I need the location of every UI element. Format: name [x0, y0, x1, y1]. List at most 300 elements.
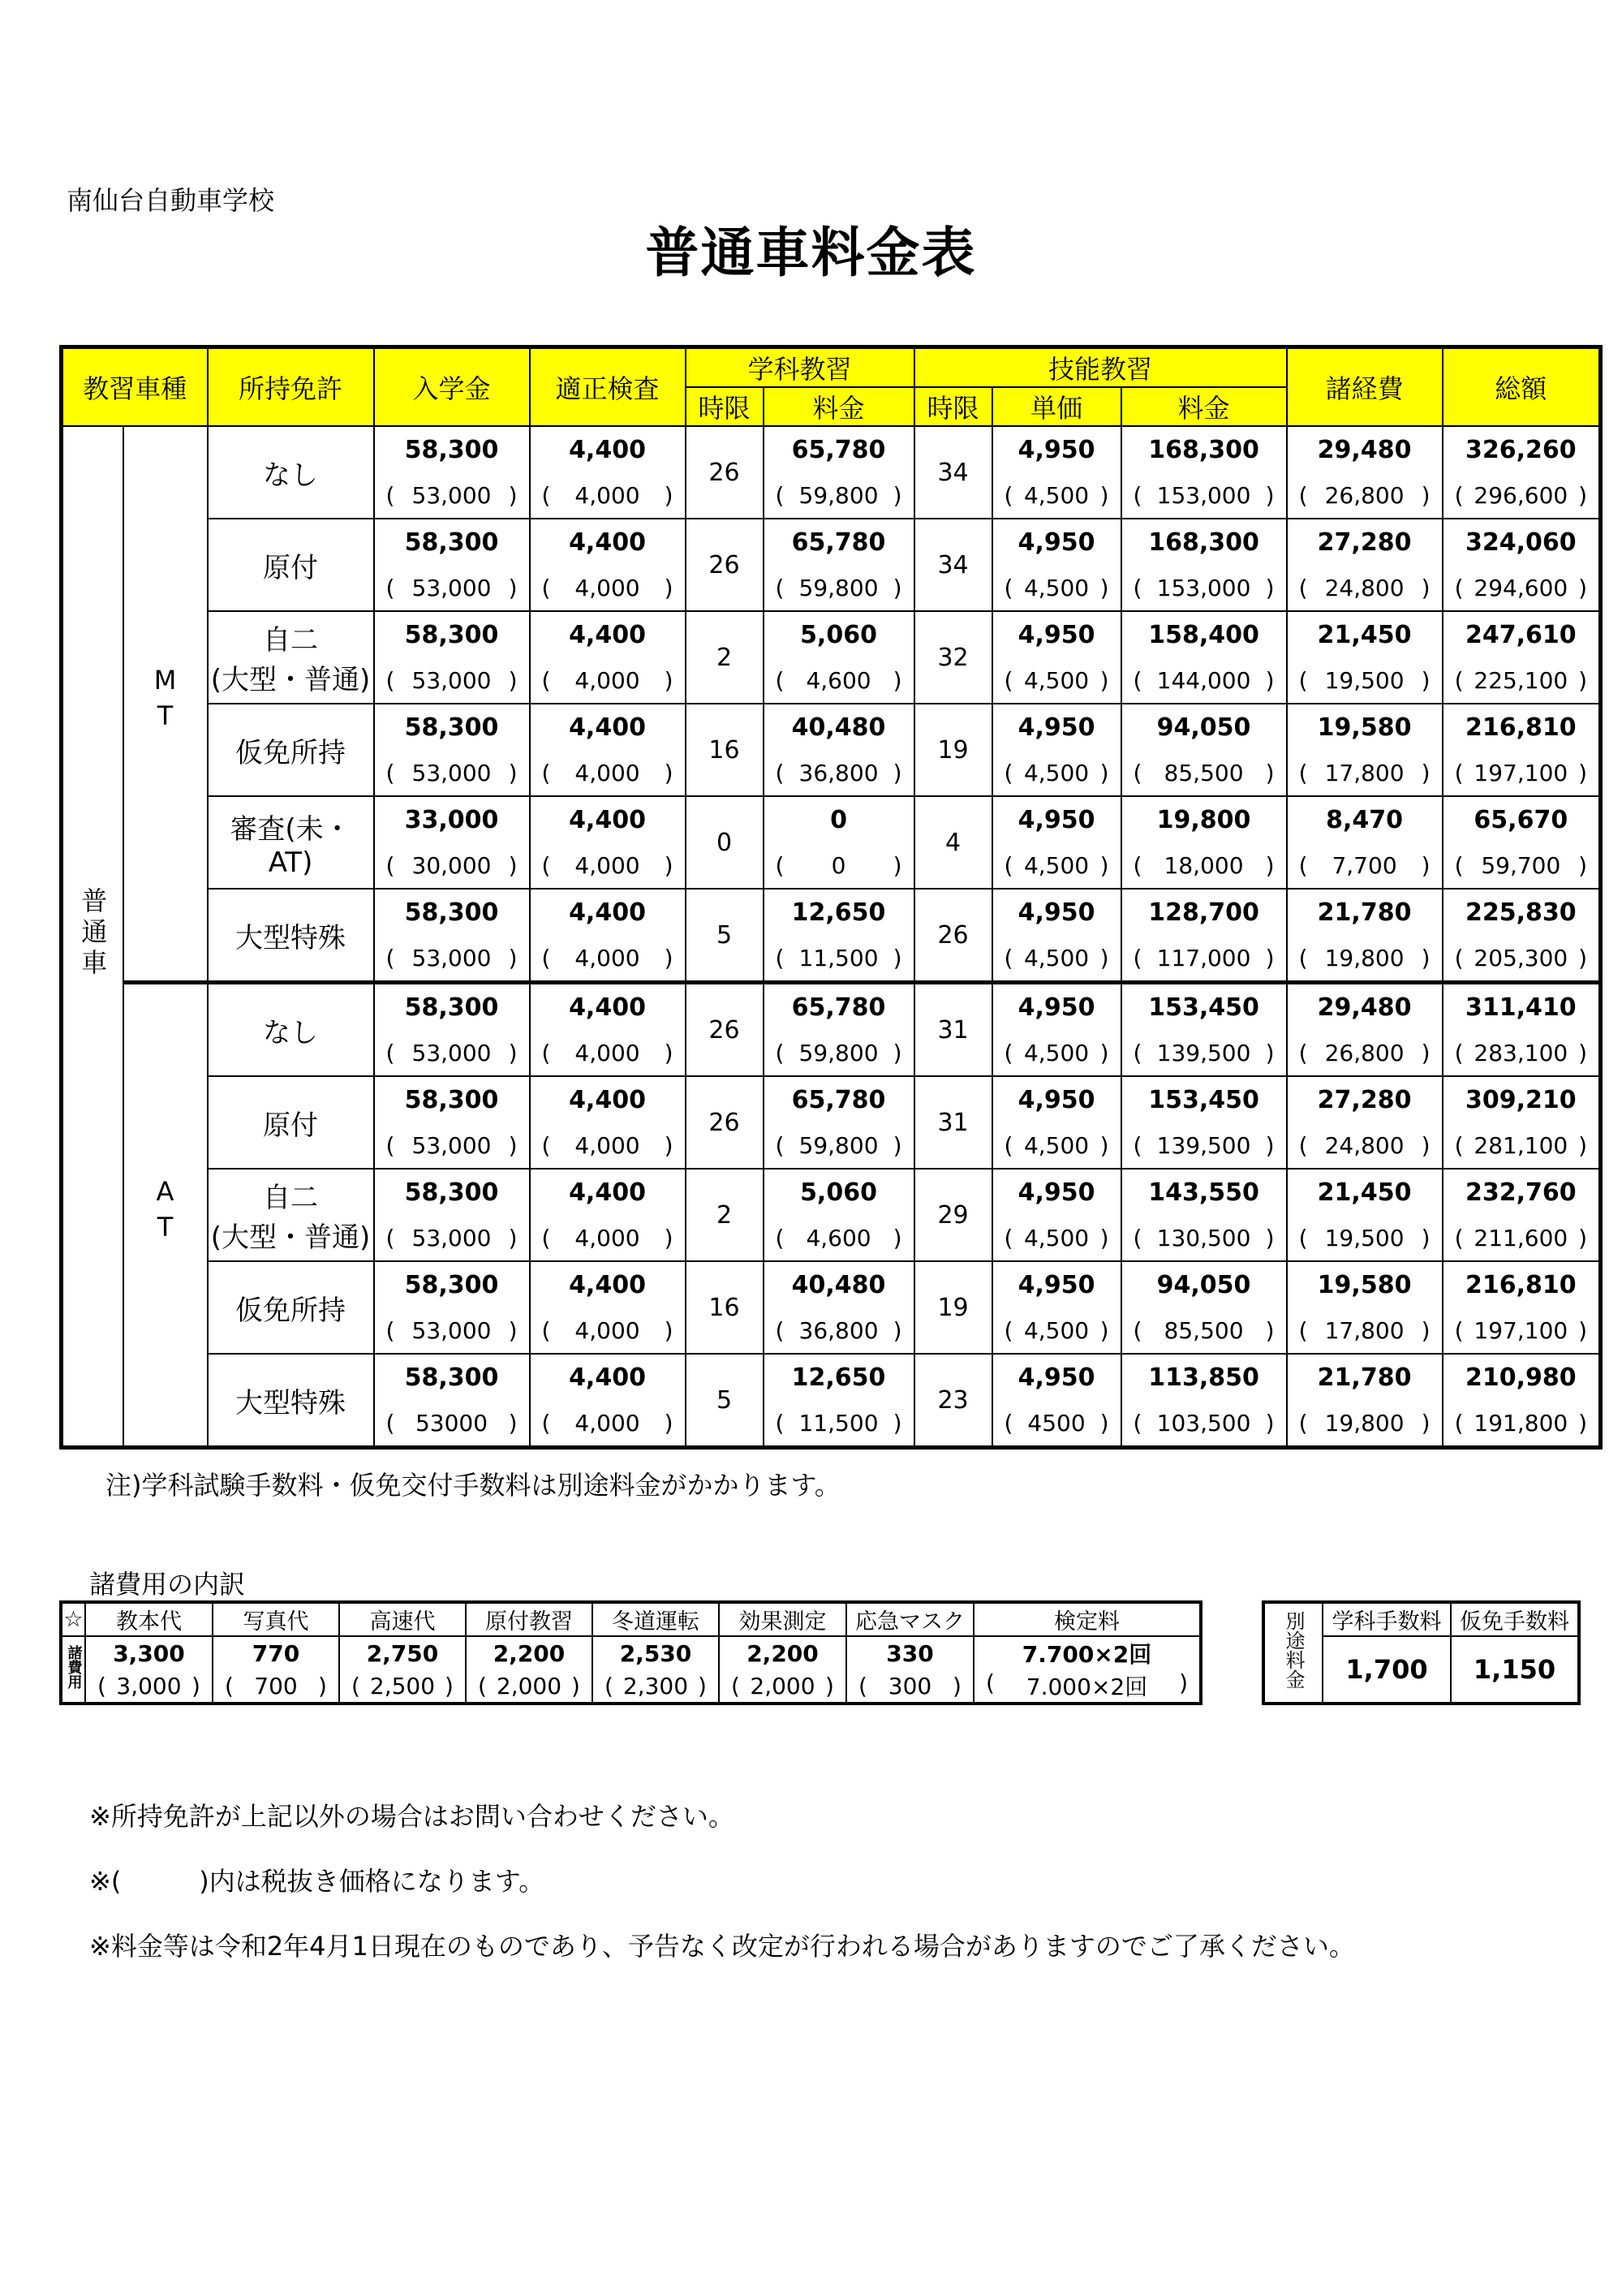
license-label: 仮免所持 [208, 1261, 374, 1354]
skill-unit-price: 4,950 [992, 889, 1121, 935]
table-row [62, 704, 1601, 750]
admission-fee: 58,300 [374, 889, 530, 935]
total-excl [1443, 1122, 1601, 1169]
admission-fee-excl-value: ( 53000 ) [385, 1409, 518, 1437]
total-excl [1443, 750, 1601, 796]
academic-fee-excl [764, 1400, 914, 1448]
skill-unit-price-excl-value: ( 4,500 ) [1004, 574, 1109, 601]
academic-hours: 2 [686, 611, 764, 704]
breakdown-item-label: 検定料 [974, 1602, 1201, 1636]
skill-hours: 32 [914, 611, 992, 704]
skill-hours: 19 [914, 704, 992, 796]
admission-fee-excl [374, 1307, 530, 1354]
academic-fee-excl [764, 1122, 914, 1169]
total-excl [1443, 935, 1601, 983]
breakdown-excl-row [61, 1669, 1201, 1704]
breakdown-item-excl: ( 2,300 ) [592, 1669, 719, 1704]
expenses-excl-value: ( 19,800 ) [1298, 1409, 1431, 1437]
breakdown-item-label: 原付教習 [466, 1602, 592, 1636]
academic-fee-excl [764, 750, 914, 796]
skill-fee-excl [1121, 750, 1287, 796]
admission-fee-excl [374, 842, 530, 889]
note: 注)学科試験手数料・仮免交付手数料は別途料金がかかります。 [105, 1470, 841, 1501]
skill-fee-excl [1121, 657, 1287, 704]
aptitude-fee-excl-value: ( 4,000 ) [541, 944, 673, 971]
total: 311,410 [1443, 983, 1601, 1031]
expenses-excl [1287, 1307, 1443, 1354]
total-excl-value: ( 197,100 ) [1454, 1316, 1588, 1344]
academic-hours: 0 [686, 796, 764, 889]
aptitude-fee-excl [530, 1307, 686, 1354]
aptitude-fee-excl-value: ( 4,000 ) [541, 1409, 673, 1437]
aptitude-fee-excl-value: ( 4,000 ) [541, 1131, 673, 1159]
academic-fee: 5,060 [764, 611, 914, 657]
header-vehicle: 教習車種 [62, 347, 208, 427]
skill-unit-price-excl-value: ( 4,500 ) [1004, 759, 1109, 786]
admission-fee-excl [374, 657, 530, 704]
aptitude-fee: 4,400 [530, 519, 686, 565]
aptitude-fee-excl [530, 472, 686, 519]
header-expenses: 諸経費 [1287, 347, 1443, 427]
breakdown-table [59, 1600, 1203, 1705]
separate-side-label: 別途料金 [1263, 1602, 1323, 1704]
skill-fee-excl-value: ( 153,000 ) [1133, 574, 1275, 601]
aptitude-fee-excl [530, 1030, 686, 1076]
separate-item-label: 仮免手数料 [1451, 1602, 1579, 1636]
expenses-excl-value: ( 17,800 ) [1298, 759, 1431, 786]
license-label: 仮免所持 [208, 704, 374, 796]
expenses: 19,580 [1287, 1261, 1443, 1307]
academic-fee-excl [764, 472, 914, 519]
breakdown-item-label: 効果測定 [719, 1602, 846, 1636]
skill-unit-price: 4,950 [992, 704, 1121, 750]
admission-fee-excl-value: ( 53,000 ) [385, 574, 518, 601]
skill-unit-price-excl [992, 472, 1121, 519]
skill-unit-price-excl [992, 657, 1121, 704]
total: 326,260 [1443, 426, 1601, 472]
breakdown-item-value: 770 [213, 1636, 339, 1669]
skill-fee-excl-value: ( 130,500 ) [1133, 1224, 1275, 1251]
skill-unit-price-excl [992, 842, 1121, 889]
skill-unit-price-excl-value: ( 4,500 ) [1004, 1039, 1109, 1066]
breakdown-value-row [61, 1636, 1201, 1669]
admission-fee: 58,300 [374, 611, 530, 657]
academic-fee-excl-value: ( 11,500 ) [775, 944, 902, 971]
skill-fee-excl [1121, 565, 1287, 611]
breakdown-item-value: 2,200 [719, 1636, 846, 1669]
aptitude-fee: 4,400 [530, 1354, 686, 1400]
expenses-excl-value: ( 19,500 ) [1298, 666, 1431, 694]
total-excl-value: ( 225,100 ) [1454, 666, 1588, 694]
skill-unit-price-excl [992, 1400, 1121, 1448]
expenses: 21,450 [1287, 611, 1443, 657]
total: 216,810 [1443, 1261, 1601, 1307]
expenses-excl-value: ( 19,800 ) [1298, 944, 1431, 971]
vehicle-type: 普通車 [62, 426, 123, 1448]
skill-fee: 19,800 [1121, 796, 1287, 842]
academic-fee: 40,480 [764, 1261, 914, 1307]
skill-unit-price-excl-value: ( 4,500 ) [1004, 1224, 1109, 1251]
expenses-excl [1287, 750, 1443, 796]
total: 324,060 [1443, 519, 1601, 565]
admission-fee: 58,300 [374, 519, 530, 565]
admission-fee: 58,300 [374, 1354, 530, 1400]
breakdown-item-value: 2,750 [339, 1636, 466, 1669]
total-excl [1443, 1030, 1601, 1076]
academic-fee-excl-value: ( 59,800 ) [775, 574, 902, 601]
academic-fee: 65,780 [764, 983, 914, 1031]
skill-unit-price-excl [992, 1030, 1121, 1076]
header-skill-hours: 時限 [914, 387, 992, 426]
academic-fee-excl-value: ( 59,800 ) [775, 481, 902, 509]
admission-fee-excl [374, 1400, 530, 1448]
total-excl-value: ( 281,100 ) [1454, 1131, 1588, 1159]
skill-unit-price: 4,950 [992, 983, 1121, 1031]
aptitude-fee-excl [530, 565, 686, 611]
breakdown-item-value: 3,300 [85, 1636, 213, 1669]
total-excl-value: ( 205,300 ) [1454, 944, 1588, 971]
admission-fee-excl-value: ( 53,000 ) [385, 1316, 518, 1344]
aptitude-fee-excl [530, 657, 686, 704]
breakdown-item-value: 7.700×2回 [974, 1636, 1201, 1669]
total-excl [1443, 472, 1601, 519]
academic-fee-excl-value: ( 4,600 ) [775, 1224, 902, 1251]
breakdown-item-value: 330 [846, 1636, 974, 1669]
skill-fee-excl-value: ( 153,000 ) [1133, 481, 1275, 509]
skill-fee: 128,700 [1121, 889, 1287, 935]
admission-fee: 58,300 [374, 983, 530, 1031]
skill-hours: 29 [914, 1169, 992, 1261]
academic-fee-excl [764, 935, 914, 983]
skill-unit-price: 4,950 [992, 611, 1121, 657]
academic-fee: 12,650 [764, 1354, 914, 1400]
aptitude-fee-excl [530, 935, 686, 983]
aptitude-fee-excl [530, 1400, 686, 1448]
admission-fee-excl-value: ( 30,000 ) [385, 851, 518, 879]
expenses-excl [1287, 1030, 1443, 1076]
skill-unit-price-excl-value: ( 4,500 ) [1004, 1131, 1109, 1159]
academic-fee: 5,060 [764, 1169, 914, 1215]
admission-fee: 33,000 [374, 796, 530, 842]
academic-fee-excl-value: ( 11,500 ) [775, 1409, 902, 1437]
aptitude-fee-excl [530, 750, 686, 796]
skill-unit-price-excl [992, 1215, 1121, 1261]
expenses-excl [1287, 1215, 1443, 1261]
admission-fee-excl [374, 935, 530, 983]
aptitude-fee-excl-value: ( 4,000 ) [541, 1039, 673, 1066]
school-name: 南仙台自動車学校 [67, 185, 275, 216]
expenses: 27,280 [1287, 519, 1443, 565]
academic-fee: 65,780 [764, 1076, 914, 1122]
breakdown-item-excl: ( 7.000×2回 ) [974, 1669, 1201, 1704]
header-academic-fee: 料金 [764, 387, 914, 426]
skill-fee: 94,050 [1121, 1261, 1287, 1307]
admission-fee-excl-value: ( 53,000 ) [385, 759, 518, 786]
aptitude-fee: 4,400 [530, 889, 686, 935]
total: 65,670 [1443, 796, 1601, 842]
expenses: 21,780 [1287, 1354, 1443, 1400]
admission-fee-excl [374, 1215, 530, 1261]
header-skill-unit: 単価 [992, 387, 1121, 426]
expenses: 19,580 [1287, 704, 1443, 750]
aptitude-fee-excl [530, 1215, 686, 1261]
license-label: なし [208, 983, 374, 1077]
skill-hours: 34 [914, 519, 992, 611]
expenses-excl-value: ( 24,800 ) [1298, 574, 1431, 601]
header-license: 所持免許 [208, 347, 374, 427]
table-row [62, 519, 1601, 565]
breakdown-item-value: 2,530 [592, 1636, 719, 1669]
total-excl-value: ( 59,700 ) [1454, 851, 1588, 879]
skill-fee-excl [1121, 935, 1287, 983]
aptitude-fee-excl-value: ( 4,000 ) [541, 574, 673, 601]
skill-fee-excl [1121, 1400, 1287, 1448]
breakdown-item-excl: ( 300 ) [846, 1669, 974, 1704]
total-excl [1443, 1215, 1601, 1261]
academic-hours: 26 [686, 983, 764, 1077]
skill-unit-price-excl-value: ( 4,500 ) [1004, 1316, 1109, 1344]
skill-hours: 31 [914, 983, 992, 1077]
total-excl-value: ( 191,800 ) [1454, 1409, 1588, 1437]
table-row [62, 1261, 1601, 1307]
expenses-excl [1287, 1122, 1443, 1169]
skill-hours: 19 [914, 1261, 992, 1354]
breakdown-item-excl: ( 2,000 ) [719, 1669, 846, 1704]
license-label: 大型特殊 [208, 1354, 374, 1448]
license-label: 自二 (大型・普通) [208, 1169, 374, 1261]
breakdown-side-label: 諸費用 [61, 1636, 85, 1704]
expenses-excl [1287, 1400, 1443, 1448]
skill-hours: 31 [914, 1076, 992, 1169]
breakdown-item-label: 教本代 [85, 1602, 213, 1636]
admission-fee-excl [374, 1030, 530, 1076]
academic-fee: 65,780 [764, 519, 914, 565]
header-aptitude: 適正検査 [530, 347, 686, 427]
breakdown-item-label: 冬道運転 [592, 1602, 719, 1636]
breakdown-item-excl: ( 2,500 ) [339, 1669, 466, 1704]
skill-unit-price: 4,950 [992, 1354, 1121, 1400]
breakdown-item-excl: ( 700 ) [213, 1669, 339, 1704]
table-row [62, 796, 1601, 842]
skill-fee-excl-value: ( 85,500 ) [1133, 759, 1275, 786]
academic-fee: 12,650 [764, 889, 914, 935]
breakdown-header-row [61, 1602, 1201, 1636]
skill-unit-price-excl [992, 1307, 1121, 1354]
skill-fee-excl [1121, 472, 1287, 519]
skill-unit-price: 4,950 [992, 796, 1121, 842]
skill-fee-excl [1121, 1030, 1287, 1076]
skill-fee-excl-value: ( 117,000 ) [1133, 944, 1275, 971]
aptitude-fee: 4,400 [530, 1076, 686, 1122]
separate-item-value: 1,150 [1451, 1636, 1579, 1704]
expenses: 21,780 [1287, 889, 1443, 935]
breakdown-item-label: 写真代 [213, 1602, 339, 1636]
skill-hours: 26 [914, 889, 992, 983]
skill-fee-excl [1121, 1307, 1287, 1354]
skill-fee-excl-value: ( 18,000 ) [1133, 851, 1275, 879]
skill-fee: 143,550 [1121, 1169, 1287, 1215]
aptitude-fee: 4,400 [530, 1261, 686, 1307]
license-label: 原付 [208, 1076, 374, 1169]
license-label: なし [208, 426, 374, 519]
skill-fee: 168,300 [1121, 426, 1287, 472]
header-skill: 技能教習 [914, 347, 1287, 388]
table-row [62, 1169, 1601, 1215]
skill-hours: 23 [914, 1354, 992, 1448]
academic-hours: 5 [686, 1354, 764, 1448]
expenses-excl-value: ( 19,500 ) [1298, 1224, 1431, 1251]
license-label: 大型特殊 [208, 889, 374, 983]
total: 232,760 [1443, 1169, 1601, 1215]
aptitude-fee-excl-value: ( 4,000 ) [541, 666, 673, 694]
aptitude-fee-excl-value: ( 4,000 ) [541, 851, 673, 879]
skill-fee-excl-value: ( 144,000 ) [1133, 666, 1275, 694]
aptitude-fee-excl-value: ( 4,000 ) [541, 759, 673, 786]
aptitude-fee: 4,400 [530, 1169, 686, 1215]
total-excl [1443, 1307, 1601, 1354]
separate-item-value: 1,700 [1323, 1636, 1451, 1704]
admission-fee: 58,300 [374, 1261, 530, 1307]
skill-hours: 4 [914, 796, 992, 889]
admission-fee: 58,300 [374, 426, 530, 472]
total-excl-value: ( 211,600 ) [1454, 1224, 1588, 1251]
total-excl-value: ( 294,600 ) [1454, 574, 1588, 601]
skill-unit-price: 4,950 [992, 1261, 1121, 1307]
breakdown-item-value: 2,200 [466, 1636, 592, 1669]
header-admission: 入学金 [374, 347, 530, 427]
total-excl-value: ( 197,100 ) [1454, 759, 1588, 786]
total-excl-value: ( 283,100 ) [1454, 1039, 1588, 1066]
academic-fee-excl-value: ( 59,800 ) [775, 1039, 902, 1066]
total-excl-value: ( 296,600 ) [1454, 481, 1588, 509]
academic-hours: 5 [686, 889, 764, 983]
header-academic: 学科教習 [686, 347, 914, 388]
skill-unit-price: 4,950 [992, 1076, 1121, 1122]
total-excl [1443, 657, 1601, 704]
skill-unit-price-excl-value: ( 4,500 ) [1004, 944, 1109, 971]
academic-fee-excl [764, 1215, 914, 1261]
skill-hours: 34 [914, 426, 992, 519]
skill-unit-price-excl [992, 1122, 1121, 1169]
expenses-excl-value: ( 26,800 ) [1298, 1039, 1431, 1066]
expenses: 29,480 [1287, 983, 1443, 1031]
skill-unit-price-excl-value: ( 4500 ) [1004, 1409, 1109, 1437]
breakdown-title: 諸費用の内訳 [89, 1569, 246, 1600]
aptitude-fee-excl-value: ( 4,000 ) [541, 1224, 673, 1251]
academic-hours: 16 [686, 704, 764, 796]
breakdown-item-label: 応急マスク [846, 1602, 974, 1636]
table-row [62, 889, 1601, 935]
skill-unit-price-excl [992, 565, 1121, 611]
table-row [62, 983, 1601, 1031]
academic-fee-excl-value: ( 0 ) [775, 851, 902, 879]
skill-fee-excl-value: ( 85,500 ) [1133, 1316, 1275, 1344]
admission-fee-excl-value: ( 53,000 ) [385, 944, 518, 971]
academic-fee-excl-value: ( 36,800 ) [775, 759, 902, 786]
aptitude-fee: 4,400 [530, 704, 686, 750]
total-excl [1443, 842, 1601, 889]
aptitude-fee: 4,400 [530, 983, 686, 1031]
expenses: 21,450 [1287, 1169, 1443, 1215]
license-label: 自二 (大型・普通) [208, 611, 374, 704]
star-mark: ☆ [61, 1602, 85, 1636]
aptitude-fee-excl [530, 842, 686, 889]
total-excl [1443, 1400, 1601, 1448]
skill-fee-excl-value: ( 139,500 ) [1133, 1039, 1275, 1066]
license-label: 審査(未・AT) [208, 796, 374, 889]
academic-fee-excl-value: ( 59,800 ) [775, 1131, 902, 1159]
separate-fee-table [1262, 1600, 1581, 1705]
page-title: 普通車料金表 [645, 222, 977, 284]
academic-fee-excl [764, 565, 914, 611]
academic-hours: 2 [686, 1169, 764, 1261]
academic-fee-excl-value: ( 4,600 ) [775, 666, 902, 694]
academic-fee-excl [764, 1307, 914, 1354]
expenses: 29,480 [1287, 426, 1443, 472]
academic-fee-excl [764, 657, 914, 704]
total: 216,810 [1443, 704, 1601, 750]
academic-fee-excl [764, 842, 914, 889]
skill-fee: 168,300 [1121, 519, 1287, 565]
academic-hours: 26 [686, 519, 764, 611]
footnote-3: ※料金等は令和2年4月1日現在のものであり、予告なく改定が行われる場合がありますのでご了承ください。 [89, 1931, 1355, 1962]
aptitude-fee: 4,400 [530, 426, 686, 472]
academic-hours: 16 [686, 1261, 764, 1354]
transmission-label: MT [123, 426, 208, 983]
skill-fee: 113,850 [1121, 1354, 1287, 1400]
total: 247,610 [1443, 611, 1601, 657]
skill-unit-price: 4,950 [992, 426, 1121, 472]
skill-fee-excl [1121, 1215, 1287, 1261]
skill-fee-excl [1121, 1122, 1287, 1169]
fee-table [59, 345, 1603, 1450]
breakdown-item-label: 高速代 [339, 1602, 466, 1636]
expenses-excl-value: ( 17,800 ) [1298, 1316, 1431, 1344]
footnote-1: ※所持免許が上記以外の場合はお問い合わせください。 [89, 1801, 734, 1832]
table-row [62, 1354, 1601, 1400]
skill-fee-excl [1121, 842, 1287, 889]
total: 309,210 [1443, 1076, 1601, 1122]
academic-fee: 40,480 [764, 704, 914, 750]
expenses: 8,470 [1287, 796, 1443, 842]
skill-fee: 94,050 [1121, 704, 1287, 750]
admission-fee-excl-value: ( 53,000 ) [385, 666, 518, 694]
header-total: 総額 [1443, 347, 1601, 427]
skill-unit-price-excl [992, 750, 1121, 796]
academic-fee: 65,780 [764, 426, 914, 472]
table-row [62, 611, 1601, 657]
breakdown-item-excl: ( 2,000 ) [466, 1669, 592, 1704]
separate-header-row [1263, 1602, 1579, 1636]
table-row [62, 426, 1601, 472]
academic-hours: 26 [686, 1076, 764, 1169]
expenses-excl [1287, 935, 1443, 983]
academic-fee-excl [764, 1030, 914, 1076]
aptitude-fee-excl [530, 1122, 686, 1169]
skill-fee: 158,400 [1121, 611, 1287, 657]
separate-item-label: 学科手数料 [1323, 1602, 1451, 1636]
admission-fee: 58,300 [374, 1169, 530, 1215]
skill-fee: 153,450 [1121, 983, 1287, 1031]
admission-fee-excl [374, 565, 530, 611]
breakdown-item-excl: ( 3,000 ) [85, 1669, 213, 1704]
academic-fee-excl-value: ( 36,800 ) [775, 1316, 902, 1344]
total: 210,980 [1443, 1354, 1601, 1400]
skill-unit-price-excl-value: ( 4,500 ) [1004, 851, 1109, 879]
skill-unit-price-excl-value: ( 4,500 ) [1004, 666, 1109, 694]
skill-fee-excl-value: ( 103,500 ) [1133, 1409, 1275, 1437]
aptitude-fee: 4,400 [530, 796, 686, 842]
